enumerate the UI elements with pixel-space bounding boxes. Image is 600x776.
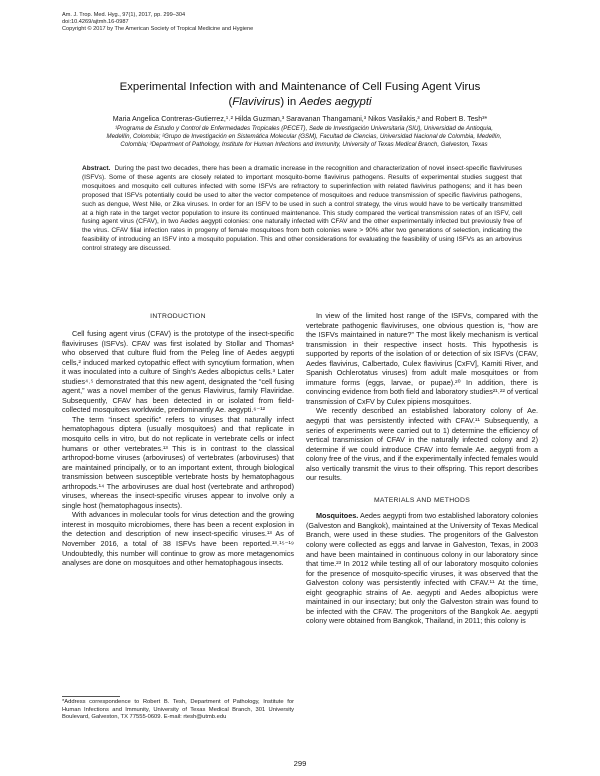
intro-paragraph-1: Cell fusing agent virus (CFAV) is the prototype of the insect-specific flaviviruses (ISFVs). CFAV was first isolated by Stollar and Thomas¹ who observed that culture fluid from the Peleg line of Aedes aegypti cells,² induced marked cytopathic effect with syncytium formation, when it was inoculated into a culture of Singh’s Aedes albopictus cells.³ Later studies⁴˒⁵ demonstrated that this new agent, designated the “cell fusing agent,” was a novel member of the genus Flavivirus, family Flaviridae. Subsequently, CFAV has been detected in or isolated from field-collected mosquitoes worldwide, predominantly Ae. aegypti.⁶⁻¹² [62,329,294,415]
article-title-line-1: Experimental Infection with and Maintenance of Cell Fusing Agent Virus [119,81,481,93]
intro-paragraph-3: With advances in molecular tools for virus detection and the growing interest in mosquito microbiomes, there has been a recent explosion in the detection and description of new insect-specific viruses.¹³ As of November 2016, a total of 38 ISFVs have been reported.¹³˒¹⁵⁻¹⁹ Undoubtedly, this number will continue to grow as more metagenomics analyses are done on mosquitoes and other hematophagous insects. [62,510,294,568]
abstract-label: Abstract. [82,165,111,172]
title-connector: ) in [280,96,300,108]
left-column [62,329,294,568]
title-genus: Flavivirus [232,96,281,108]
title-species: Aedes aegypti [299,96,372,108]
title-paren-open: ( [228,96,233,108]
affiliation-line-1: ¹Programa de Estudio y Control de Enfermedades Tropicales (PECET), Sede de Investigación Universitaria (SIU), Universidad de Antioquia, [115,125,493,132]
mosquitoes-subheading: Mosquitoes. [316,511,359,521]
journal-copyright: Copyright © 2017 by The American Society of Tropical Medicine and Hygiene [62,26,254,32]
intro-paragraph-2: The term “insect specific” refers to viruses that naturally infect hematophagous diptera (usually mosquitoes) and that replicate in mosquito cells in vitro, but do not replicate in vertebrate cells or infect humans or other vertebrates.¹³ This is in contrast to the classical arthropod-borne viruses (arboviruses) of vertebrates (arboviruses) that are maintained principally, or to an important extent, through biological transmission between susceptible vertebrate hosts by hematophagous arthropods.¹⁴ The arboviruses are dual host (vertebrate and arthropod) viruses, whereas the insect-specific viruses appear to involve only a single host (hematophagous insects). [62,414,294,510]
article-title-line-2 [60,95,540,109]
footnote-divider [62,696,120,697]
abstract [82,165,522,254]
page-number: 299 [293,759,307,768]
intro-paragraph-5: We recently described an established laboratory colony of Ae. aegypti that was persistently infected with CFAV.¹¹ Subsequently, a series of experiments were carried out to 1) determine the efficiency of vertical transmission of CFAV in the naturally infected colony and 2) determine if we could introduce CFAV into female Ae. aegypti from a colony free of the virus, and if the experimentally infected females would also vertically transmit the virus to their offspring. This report describes our results. [306,406,538,483]
journal-reference [62,12,462,33]
methods-paragraph-1 [306,511,538,626]
heading-introduction: INTRODUCTION [150,313,206,320]
correspondence-footnote: *Address correspondence to Robert B. Tesh, Department of Pathology, Institute for Human Infections and Immunity, University of Texas Medical Branch, 301 University Boulevard, Galveston, TX 77555-0609. E-mail: rtesh@utmb.edu [62,699,294,720]
mosquitoes-text: Aedes aegypti from two established laboratory colonies (Galveston and Bangkok), maintained at the University of Texas Medical Branch, were used in these studies. The progenitors of the Galveston colony were collected as eggs and larvae in Galveston, Texas, in 2003 and have been maintained in continuous colony in our laboratory since that time.²³ In 2012 while testing all of our laboratory mosquito colonies for the presence of mosquito-specific viruses, it was observed that the Galveston colony was persistently infected with CFAV.¹¹ At the time, eight geographic strains of Ae. aegypti and Aedes albopictus were maintained in our insectary; but only the Galveston strain was found to be infected with the CFAV. The progenitors of the Bangkok Ae. aegypti colony were obtained from Bangkok, Thailand, in 2011; this colony is [306,511,538,626]
affiliation-line-2: Medellín, Colombia; ²Grupo de Investigación en Sistemática Molecular (GSM), Facultad de Ciencias, Universidad Nacional de Colombia, Medellín, [106,133,502,140]
journal-citation: Am. J. Trop. Med. Hyg., 97(1), 2017, pp. 299–304 [62,12,186,18]
author-list: Maria Angelica Contreras-Gutierrez,¹˒² Hilda Guzman,³ Saravanan Thangamani,³ Nikos Vasilakis,³ and Robert B. Tesh³* [112,115,488,123]
affiliations [88,125,520,149]
right-column [306,311,538,626]
intro-paragraph-4: In view of the limited host range of the ISFVs, compared with the vertebrate pathogenic flaviviruses, one obvious question is, “how are the ISFVs maintained in nature?” The most likely mechanism is vertical transmission in their respective insect hosts. This hypothesis is supported by reports of the isolation of or detection of six ISFVs (CFAV, Aedes flavivirus, Calbertado, Culex flavivirus [CxFV], Kamiti River, and Spanish Ochlerotatus viruses) from adult male mosquitoes or from immature forms (eggs, larvae, or pupae).²⁰ In addition, there is convincing evidence from both field and laboratory studies²¹˒²² of vertical transmission of CxFV by Culex pipiens mosquitoes. [306,311,538,406]
affiliation-line-3: Colombia; ³Department of Pathology, Institute for Human Infections and Immunity, University of Texas Medical Branch, Galveston, Texas [120,141,488,148]
heading-materials-methods: MATERIALS AND METHODS [373,496,471,504]
journal-doi: doi:10.4269/ajtmh.16-0987 [62,19,129,25]
abstract-text: During the past two decades, there has been a dramatic increase in the recognition and characterization of novel insect-specific flaviviruses (ISFVs). Some of these agents are closely related to important mosquito-borne flavivirus pathogens. Results of experimental studies suggest that mosquitoes and mosquito cell cultures infected with some ISFVs are refractory to superinfection with related flavivirus pathogens; and it has been proposed that ISFVs potentially could be used to alter the vector competence of mosquitoes and reduce transmission of specific flavivirus pathogens, such as dengue, West Nile, or Zika viruses. In order for an ISFV to be used in such a control strategy, the virus would have to be vertically transmitted at a high rate in the target vector population to insure its continued maintenance. This study compared the vertical transmission rates of an ISFV, cell fusing agent virus (CFAV), in two Aedes aegypti colonies: one naturally infected with CFAV and the other experimentally infected but previously free of the virus. CFAV filial infection rates in progeny of female mosquitoes from both colonies were > 90% after two generations of selection, indicating the feasibility of introducing an ISFV into a mosquito population. This and other considerations for evaluating the feasibility of using ISFVs as an arbovirus control strategy are discussed. [82,165,522,253]
